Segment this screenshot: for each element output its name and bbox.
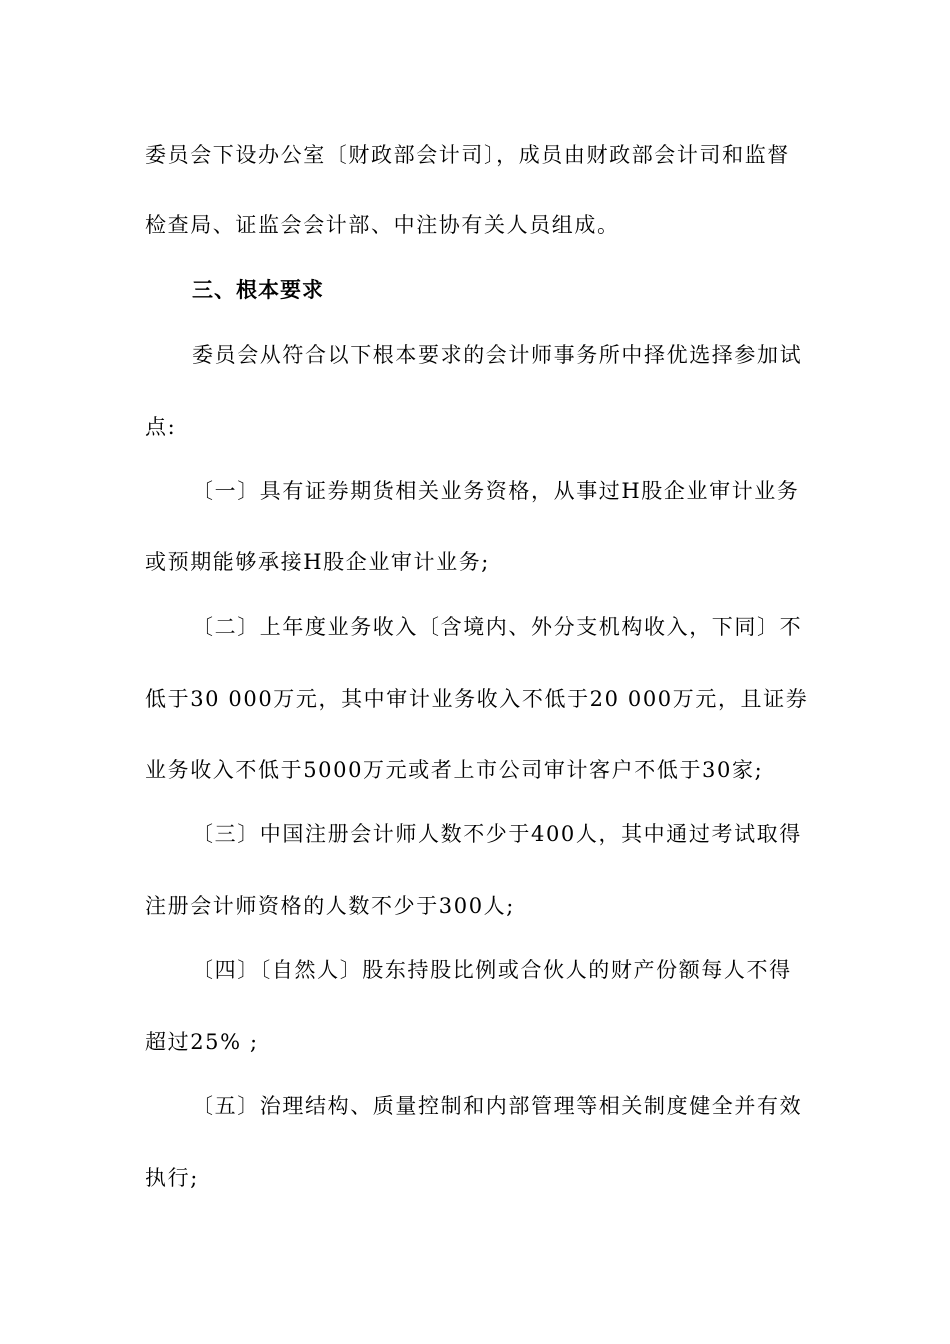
paragraph-line: 委员会从符合以下根本要求的会计师事务所中择优选择参加试 xyxy=(192,343,803,367)
list-item-line: 低于30 000万元，其中审计业务收入不低于20 000万元，且证券 xyxy=(145,687,809,711)
section-heading: 三、根本要求 xyxy=(192,278,324,302)
paragraph-line: 检查局、证监会会计部、中注协有关人员组成。 xyxy=(145,213,620,237)
list-item-line: 执行; xyxy=(145,1166,199,1190)
list-item-line: 业务收入不低于5000万元或者上市公司审计客户不低于30家; xyxy=(145,758,764,782)
list-item-line: 超过25% ; xyxy=(145,1030,259,1054)
list-item-line: 注册会计师资格的人数不少于300人; xyxy=(145,894,515,918)
paragraph-line: 委员会下设办公室〔财政部会计司〕，成员由财政部会计司和监督 xyxy=(145,143,790,167)
list-item-line: 〔五〕治理结构、质量控制和内部管理等相关制度健全并有效 xyxy=(192,1094,803,1118)
paragraph-line: 点: xyxy=(145,415,177,439)
list-item-line: 〔四〕〔自然人〕股东持股比例或合伙人的财产份额每人不得 xyxy=(192,958,792,982)
list-item-line: 〔一〕具有证券期货相关业务资格，从事过H股企业审计业务 xyxy=(192,479,800,503)
list-item-line: 〔三〕中国注册会计师人数不少于400人，其中通过考试取得 xyxy=(192,822,802,846)
list-item-line: 〔二〕上年度业务收入〔含境内、外分支机构收入，下同〕不 xyxy=(192,615,803,639)
list-item-line: 或预期能够承接H股企业审计业务; xyxy=(145,550,490,574)
